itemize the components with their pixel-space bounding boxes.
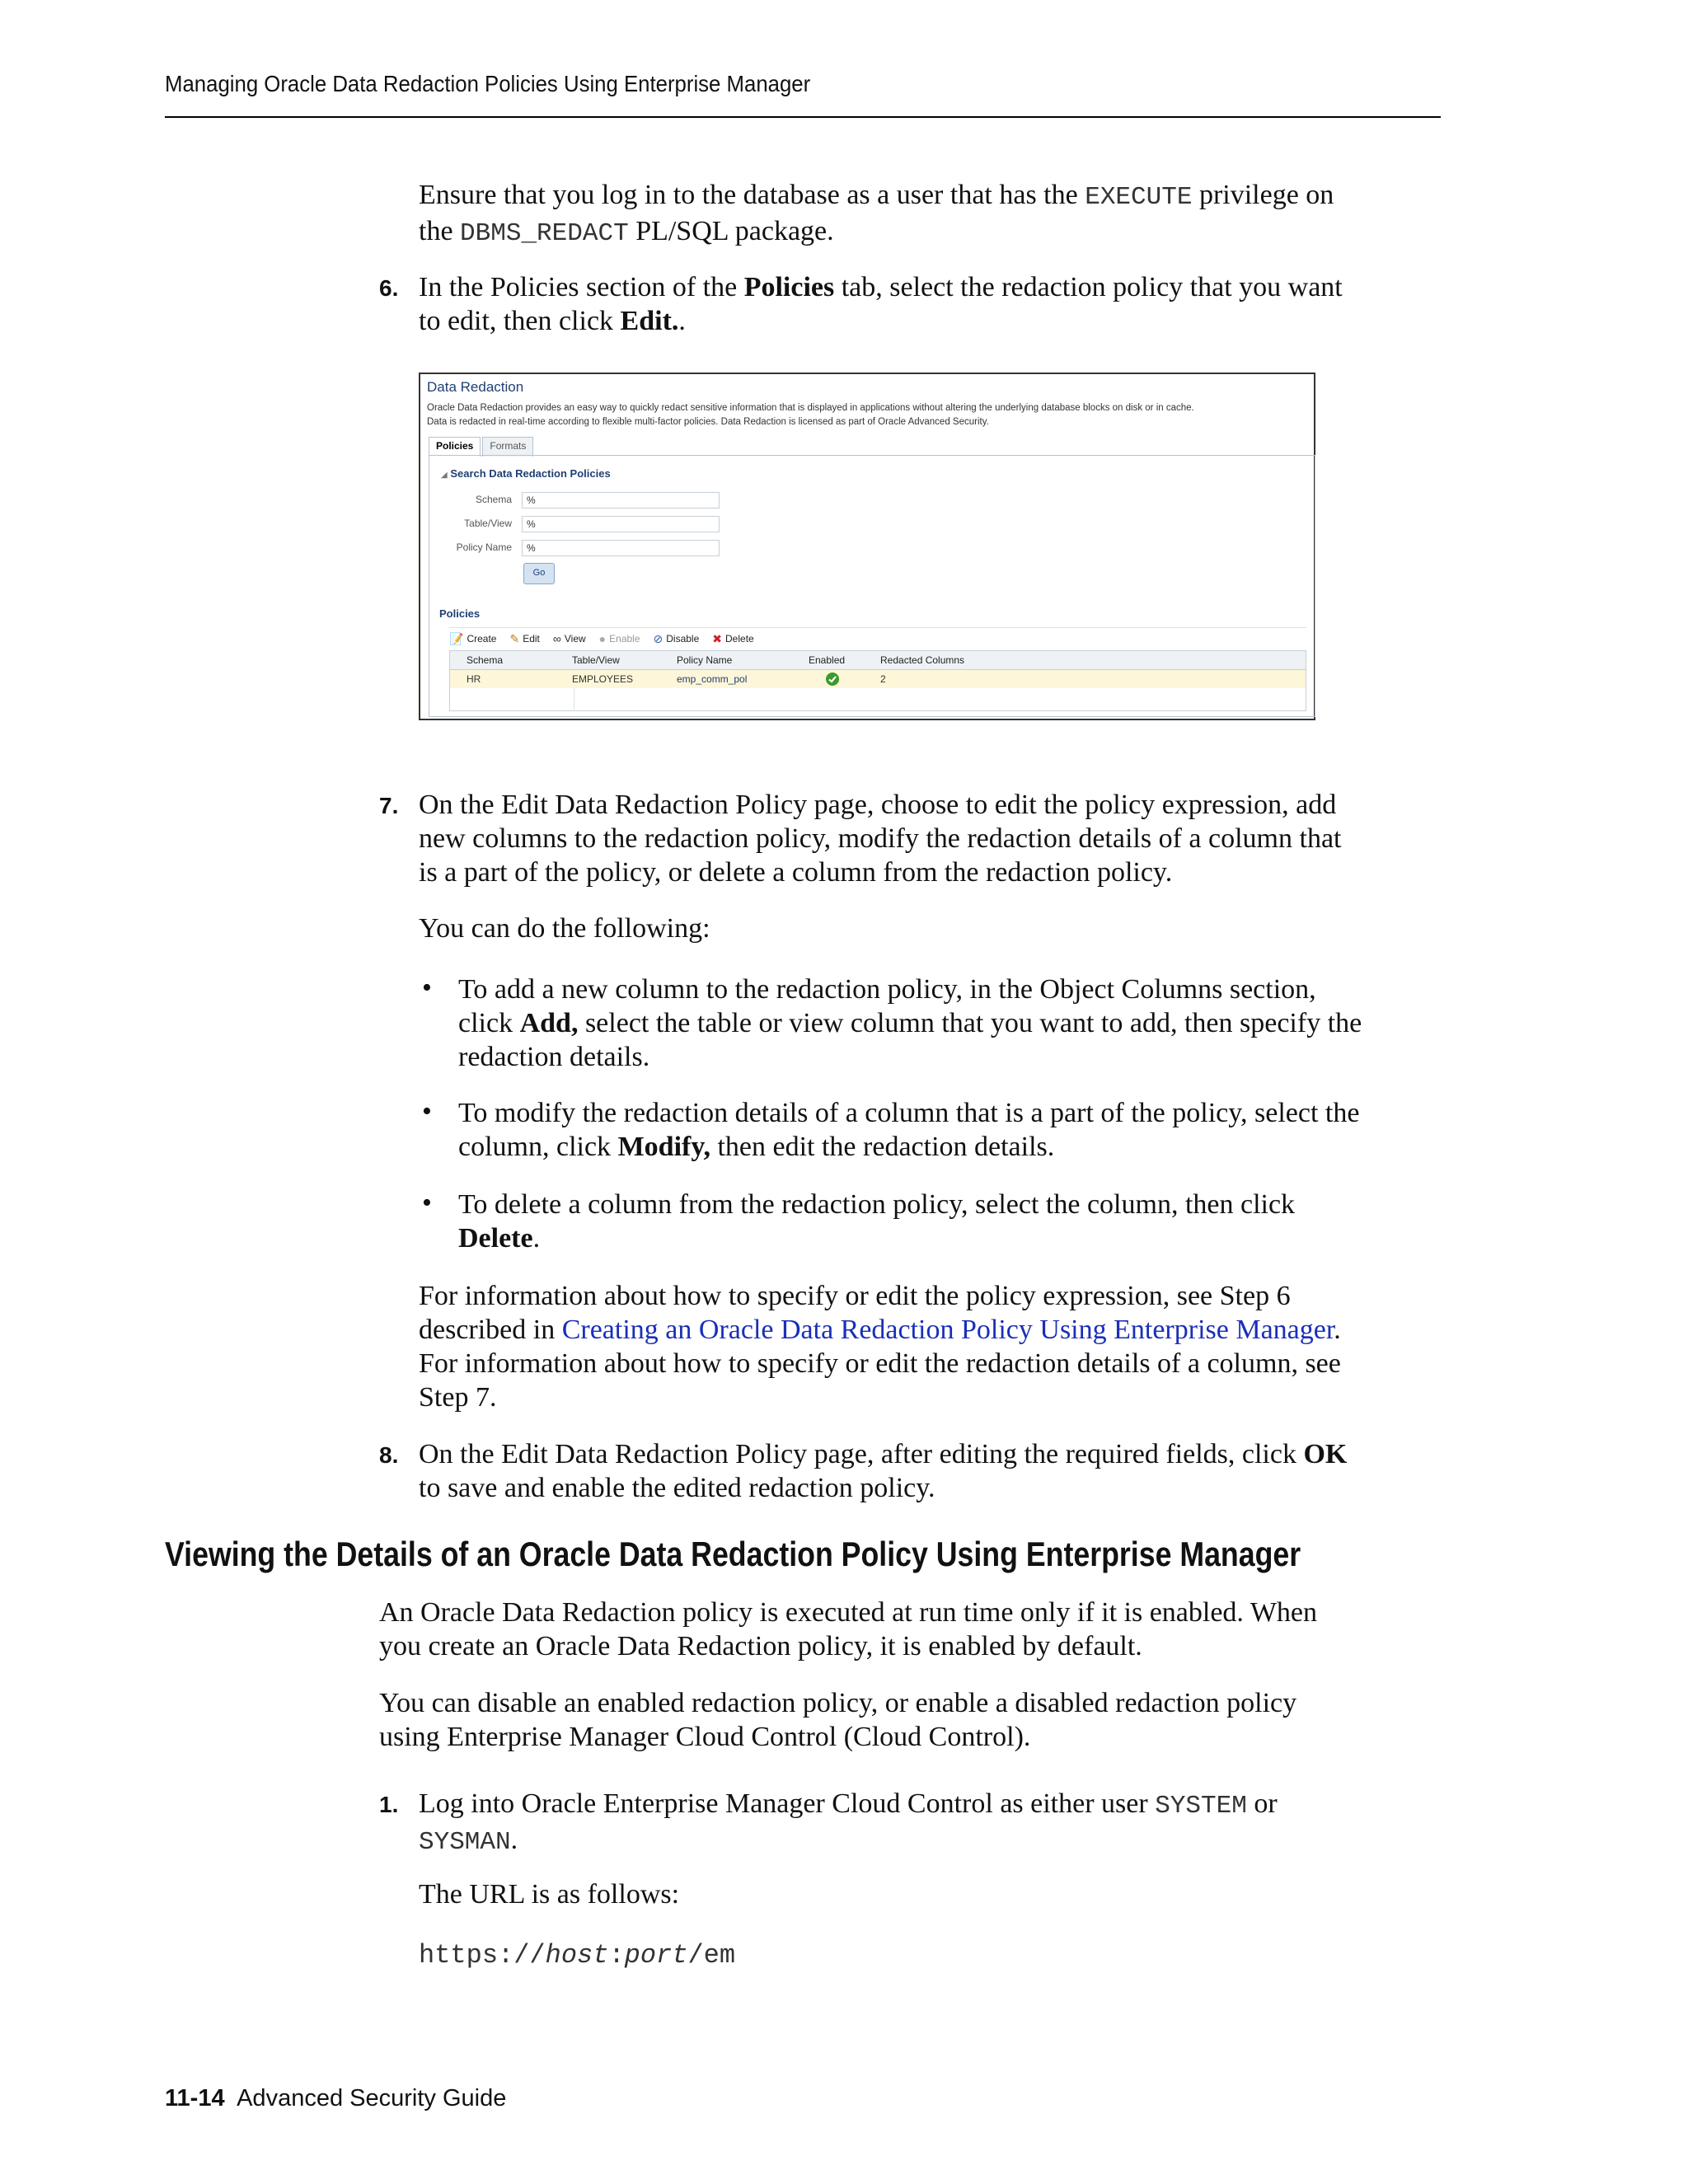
paragraph-text: An Oracle Data Redaction policy is executed at run time only if it is enabled. When: [379, 1597, 1318, 1628]
running-header: Managing Oracle Data Redaction Policies Using Enterprise Manager: [165, 71, 811, 96]
delete-label: Delete: [725, 633, 754, 644]
description-line: Oracle Data Redaction provides an easy way to quickly redact sensitive information that is displayed in applications without altering the underlying database blocks on disk or in cache.: [427, 403, 1194, 413]
bullet-delete-column: [458, 1188, 1295, 1255]
create-label: Create: [467, 633, 497, 644]
url-part: :: [608, 1940, 625, 1971]
step-number: 6.: [379, 275, 399, 301]
code-system: SYSTEM: [1155, 1792, 1247, 1821]
step-text: On the Edit Data Redaction Policy page, after editing the required fields, click: [419, 1439, 1304, 1469]
bullet-marker: •: [422, 1096, 432, 1127]
bullet-text: To delete a column from the redaction policy, select the column, then click: [458, 1189, 1296, 1220]
bullet-text: .: [532, 1223, 541, 1254]
step7-text: [419, 788, 1341, 889]
intro-text: privilege on: [1192, 180, 1334, 210]
step-number: 8.: [379, 1442, 399, 1468]
you-can-text: You can do the following:: [419, 913, 710, 944]
column-header[interactable]: Table/View: [572, 654, 620, 666]
search-section-title: Search Data Redaction Policies: [450, 467, 611, 480]
enable-icon: ●: [598, 632, 607, 645]
code-execute: EXECUTE: [1085, 183, 1193, 212]
step-text: In the Policies section of the: [419, 272, 744, 302]
table-header: [450, 651, 1306, 670]
view-button[interactable]: [553, 632, 586, 645]
code-dbms-redact: DBMS_REDACT: [460, 219, 629, 248]
bullet-text: click: [458, 1008, 520, 1038]
delete-button[interactable]: [712, 632, 753, 646]
intro-paragraph: [419, 178, 1334, 251]
creating-policy-link[interactable]: Creating an Oracle Data Redaction Policy Using Enterprise Manager: [561, 1315, 1334, 1345]
info-paragraph: [419, 1279, 1341, 1414]
column-header[interactable]: Policy Name: [677, 654, 733, 666]
bullet-text: To add a new column to the redaction policy, in the Object Columns section,: [458, 974, 1316, 1005]
bullet-text: column, click: [458, 1132, 618, 1162]
column-header[interactable]: Schema: [467, 654, 504, 666]
tab-bar: [429, 437, 535, 457]
ui-term-modify: Modify,: [617, 1132, 710, 1162]
create-button[interactable]: [449, 632, 496, 646]
data-redaction-screenshot: [419, 373, 1315, 720]
ui-term-ok: OK: [1303, 1439, 1348, 1469]
screenshot-title: Data Redaction: [427, 379, 524, 395]
step-number: 7.: [379, 793, 399, 818]
step-text: to edit, then click: [419, 306, 621, 336]
disable-label: Disable: [666, 633, 700, 644]
ui-term-delete: Delete: [458, 1223, 533, 1254]
page-footer: [165, 2085, 506, 2112]
schema-input[interactable]: %: [522, 492, 720, 509]
step-text: .: [510, 1825, 518, 1855]
page-number: 11-14: [165, 2085, 225, 2111]
url-intro: The URL is as follows:: [419, 1879, 680, 1910]
view-label: View: [564, 633, 586, 644]
url-part: /em: [687, 1940, 736, 1971]
collapse-triangle-icon[interactable]: ◢: [441, 471, 448, 480]
step-text: or: [1246, 1788, 1278, 1819]
schema-label: Schema: [475, 494, 512, 505]
intro-text: Ensure that you log in to the database as a user that has the: [419, 180, 1085, 210]
info-text: For information about how to specify or edit the redaction details of a column, see: [419, 1348, 1341, 1379]
section-paragraph: [379, 1686, 1296, 1754]
tab-policies[interactable]: Policies: [429, 437, 481, 457]
paragraph-text: you create an Oracle Data Redaction policy, it is enabled by default.: [379, 1631, 1142, 1661]
bullet-marker: •: [422, 972, 432, 1003]
bullet-text: then edit the redaction details.: [710, 1132, 1055, 1162]
policy-name-input[interactable]: %: [522, 540, 720, 556]
bullet-add-column: [458, 972, 1362, 1074]
schema-cell: HR: [467, 673, 481, 685]
edit-button[interactable]: [509, 632, 539, 646]
screenshot-description: [427, 401, 1309, 429]
column-header[interactable]: Enabled: [809, 654, 846, 666]
url-part: https://: [419, 1940, 546, 1971]
paragraph-text: using Enterprise Manager Cloud Control (Cloud Control).: [379, 1722, 1031, 1752]
table-view-input[interactable]: %: [522, 516, 720, 532]
step-text: .: [678, 306, 686, 336]
table-row[interactable]: [450, 670, 1306, 688]
bullet-text: To modify the redaction details of a column that is a part of the policy, select the: [458, 1098, 1360, 1128]
column-header[interactable]: Redacted Columns: [880, 654, 965, 666]
disable-button[interactable]: [654, 632, 700, 646]
info-text: described in: [419, 1315, 562, 1345]
policy-name-label: Policy Name: [456, 541, 512, 553]
delete-x-icon: ✖: [712, 631, 723, 645]
bullet-text: select the table or view column that you want to add, then specify the: [578, 1008, 1362, 1038]
tab-formats[interactable]: Formats: [482, 437, 533, 457]
info-text: .: [1334, 1315, 1341, 1345]
policies-toolbar: [449, 627, 1306, 649]
info-text: Step 7.: [419, 1382, 497, 1413]
intro-text: PL/SQL package.: [628, 216, 834, 246]
header-rule: [165, 116, 1441, 118]
enabled-check-icon: [825, 672, 840, 689]
url-port: port: [624, 1940, 688, 1971]
section-heading: Viewing the Details of an Oracle Data Redaction Policy Using Enterprise Manager: [165, 1535, 1301, 1573]
search-section-header[interactable]: [441, 467, 611, 480]
enable-button[interactable]: [599, 632, 640, 645]
intro-text: the: [419, 216, 461, 246]
step-number: 1.: [379, 1792, 399, 1817]
bullet-text: redaction details.: [458, 1042, 650, 1072]
policies-panel: [429, 455, 1315, 717]
step6-text: [419, 270, 1343, 338]
edit-label: Edit: [523, 633, 540, 644]
glasses-icon: ∞: [552, 632, 561, 645]
policies-table: [449, 650, 1306, 711]
description-line: Data is redacted in real-time according to flexible multi-factor policies. Data Redaction is licensed as part of Oracle Advanced Security.: [427, 417, 989, 427]
step-text: is a part of the policy, or delete a column from the redaction policy.: [419, 857, 1173, 888]
code-sysman: SYSMAN: [419, 1828, 511, 1857]
paragraph-text: You can disable an enabled redaction policy, or enable a disabled redaction policy: [379, 1688, 1297, 1718]
book-title: Advanced Security Guide: [237, 2085, 507, 2111]
step-text: On the Edit Data Redaction Policy page, choose to edit the policy expression, add: [419, 790, 1337, 820]
policy-name-cell: emp_comm_pol: [677, 673, 748, 685]
policies-section-title: Policies: [439, 607, 481, 620]
step-text: to save and enable the edited redaction policy.: [419, 1473, 935, 1503]
table-view-cell: EMPLOYEES: [572, 673, 634, 685]
step1-text: [419, 1787, 1278, 1859]
info-text: For information about how to specify or edit the policy expression, see Step 6: [419, 1281, 1291, 1311]
url-example: [419, 1938, 735, 1972]
table-view-label: Table/View: [464, 518, 512, 529]
step-text: new columns to the redaction policy, modify the redaction details of a column that: [419, 823, 1342, 854]
redacted-columns-cell: 2: [880, 673, 886, 685]
bullet-modify-column: [458, 1096, 1359, 1164]
go-button[interactable]: Go: [523, 563, 555, 584]
step8-text: [419, 1437, 1347, 1505]
section-paragraph: [379, 1596, 1317, 1663]
disable-icon: ⊘: [653, 631, 663, 645]
step-text: Log into Oracle Enterprise Manager Cloud Control as either user: [419, 1788, 1156, 1819]
pencil-icon: ✎: [509, 631, 520, 645]
enable-label: Enable: [609, 633, 640, 644]
step-text: tab, select the redaction policy that you want: [834, 272, 1343, 302]
ui-term-add: Add,: [519, 1008, 579, 1038]
bullet-marker: •: [422, 1188, 432, 1218]
ui-term-edit: Edit.: [620, 306, 679, 336]
ui-term-policies: Policies: [743, 272, 835, 302]
url-host: host: [545, 1940, 609, 1971]
create-icon: 📝: [449, 631, 464, 645]
